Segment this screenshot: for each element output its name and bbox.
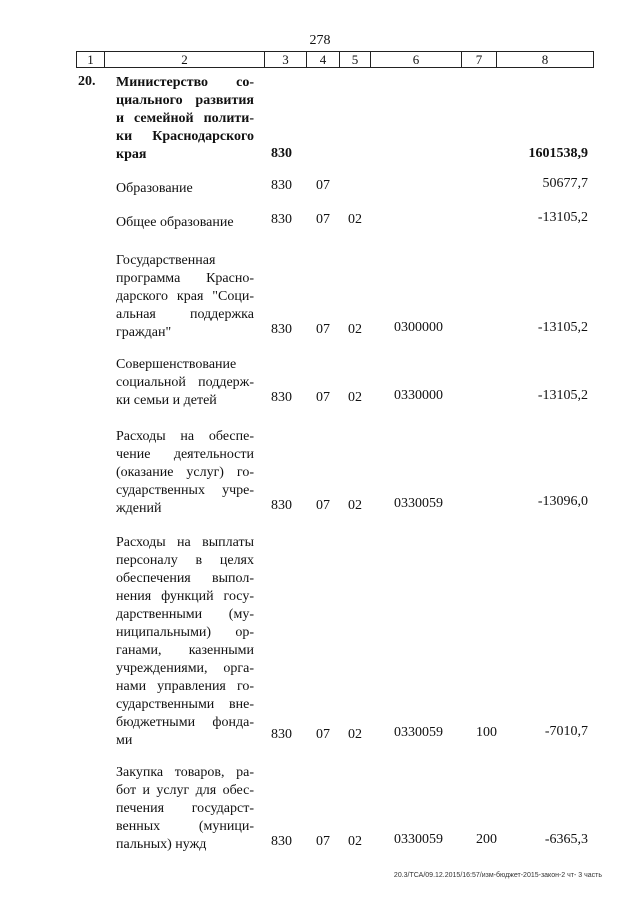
page-number: 278 — [309, 33, 331, 48]
name-line: программа Красно- — [116, 271, 254, 286]
cell-target-article: 0330059 — [394, 725, 443, 740]
name-line: сударственными вне- — [116, 697, 254, 712]
cell-section: 07 — [316, 834, 330, 849]
cell-expense-type: 100 — [476, 725, 497, 740]
name-line: дарского края "Соци- — [116, 289, 254, 304]
column-header-row — [76, 51, 594, 68]
col-header-5: 5 — [340, 52, 371, 67]
cell-subsection: 02 — [348, 322, 362, 337]
name-line: персоналу в целях — [116, 553, 254, 568]
cell-ministry-code: 830 — [271, 322, 292, 337]
row-name — [116, 180, 254, 198]
cell-expense-type: 200 — [476, 832, 497, 847]
name-line: граждан" — [116, 325, 172, 340]
name-line: ки семьи и детей — [116, 393, 217, 408]
col-header-6: 6 — [371, 52, 462, 67]
name-line: Закупка товаров, ра- — [116, 765, 254, 780]
name-line: социальной поддерж- — [116, 375, 254, 390]
name-line: Совершенствование — [116, 357, 237, 372]
cell-target-article: 0330059 — [394, 832, 443, 847]
cell-amount: -13105,2 — [537, 320, 588, 335]
cell-section: 07 — [316, 727, 330, 742]
cell-ministry-code: 830 — [271, 390, 292, 405]
name-line: циального развития — [116, 93, 254, 108]
row-name — [116, 214, 266, 232]
name-line: ждений — [116, 501, 162, 516]
cell-amount: -13096,0 — [537, 494, 588, 509]
name-line: (оказание услуг) го- — [116, 465, 254, 480]
name-line: альная поддержка — [116, 307, 254, 322]
cell-section: 07 — [316, 498, 330, 513]
col-header-7: 7 — [462, 52, 497, 67]
row-name — [116, 252, 254, 342]
cell-subsection: 02 — [348, 834, 362, 849]
row-number: 20. — [78, 74, 96, 89]
name-line: ниципальными) ор- — [116, 625, 254, 640]
cell-section: 07 — [316, 390, 330, 405]
cell-amount: -13105,2 — [537, 210, 588, 225]
name-line: дарственными (му- — [116, 607, 254, 622]
name-line: ки Краснодарского — [116, 129, 254, 144]
row-name — [116, 74, 254, 164]
cell-ministry-code: 830 — [271, 834, 292, 849]
cell-target-article: 0330000 — [394, 388, 443, 403]
cell-section: 07 — [316, 322, 330, 337]
name-line: учреждениями, орга- — [116, 661, 254, 676]
name-line: Образование — [116, 181, 193, 196]
col-header-8: 8 — [541, 52, 549, 67]
cell-target-article: 0330059 — [394, 496, 443, 511]
name-line: сударственных учре- — [116, 483, 254, 498]
col-header-1: 1 — [77, 52, 105, 67]
cell-subsection: 02 — [348, 212, 362, 227]
row-name — [116, 428, 254, 518]
cell-target-article: 0300000 — [394, 320, 443, 335]
cell-amount: -6365,3 — [544, 832, 588, 847]
cell-ministry-code: 830 — [271, 212, 292, 227]
name-line: Расходы на обеспе- — [116, 429, 254, 444]
col-header-3: 3 — [265, 52, 307, 67]
col-header-4: 4 — [307, 52, 340, 67]
name-line: нения функций госу- — [116, 589, 254, 604]
name-line: и семейной полити- — [116, 111, 254, 126]
name-line: Министерство со- — [116, 75, 254, 90]
name-line: чение деятельности — [116, 447, 254, 462]
cell-amount: 1601538,9 — [528, 146, 588, 161]
name-line: бюджетными фонда- — [116, 715, 254, 730]
name-line: ганами, казенными — [116, 643, 254, 658]
name-line: венных (муници- — [116, 819, 254, 834]
name-line: пальных) нужд — [116, 837, 207, 852]
cell-section: 07 — [316, 212, 330, 227]
cell-subsection: 02 — [348, 727, 362, 742]
name-line: бот и услуг для обес- — [116, 783, 254, 798]
cell-amount: 50677,7 — [542, 176, 588, 191]
name-line: печения государст- — [116, 801, 254, 816]
cell-section: 07 — [316, 178, 330, 193]
cell-ministry-code: 830 — [271, 727, 292, 742]
cell-ministry-code: 830 — [271, 178, 292, 193]
cell-ministry-code: 830 — [271, 146, 292, 161]
name-line: обеспечения выпол- — [116, 571, 254, 586]
name-line: края — [116, 147, 147, 162]
cell-amount: -13105,2 — [537, 388, 588, 403]
name-line: нами управления го- — [116, 679, 254, 694]
name-line: Общее образование — [116, 215, 234, 230]
name-line: ми — [116, 733, 133, 748]
row-name — [116, 356, 254, 410]
name-line: Государственная — [116, 253, 216, 268]
row-name — [116, 764, 254, 854]
name-line: Расходы на выплаты — [116, 535, 254, 550]
cell-ministry-code: 830 — [271, 498, 292, 513]
cell-subsection: 02 — [348, 498, 362, 513]
cell-subsection: 02 — [348, 390, 362, 405]
footer-file-reference: 20.3/ТСА/09.12.2015/16:57/изм-бюджет-2015-закон-2 чт- 3 часть — [393, 872, 602, 879]
row-name — [116, 534, 254, 750]
cell-amount: -7010,7 — [544, 724, 588, 739]
col-header-2: 2 — [105, 52, 265, 67]
